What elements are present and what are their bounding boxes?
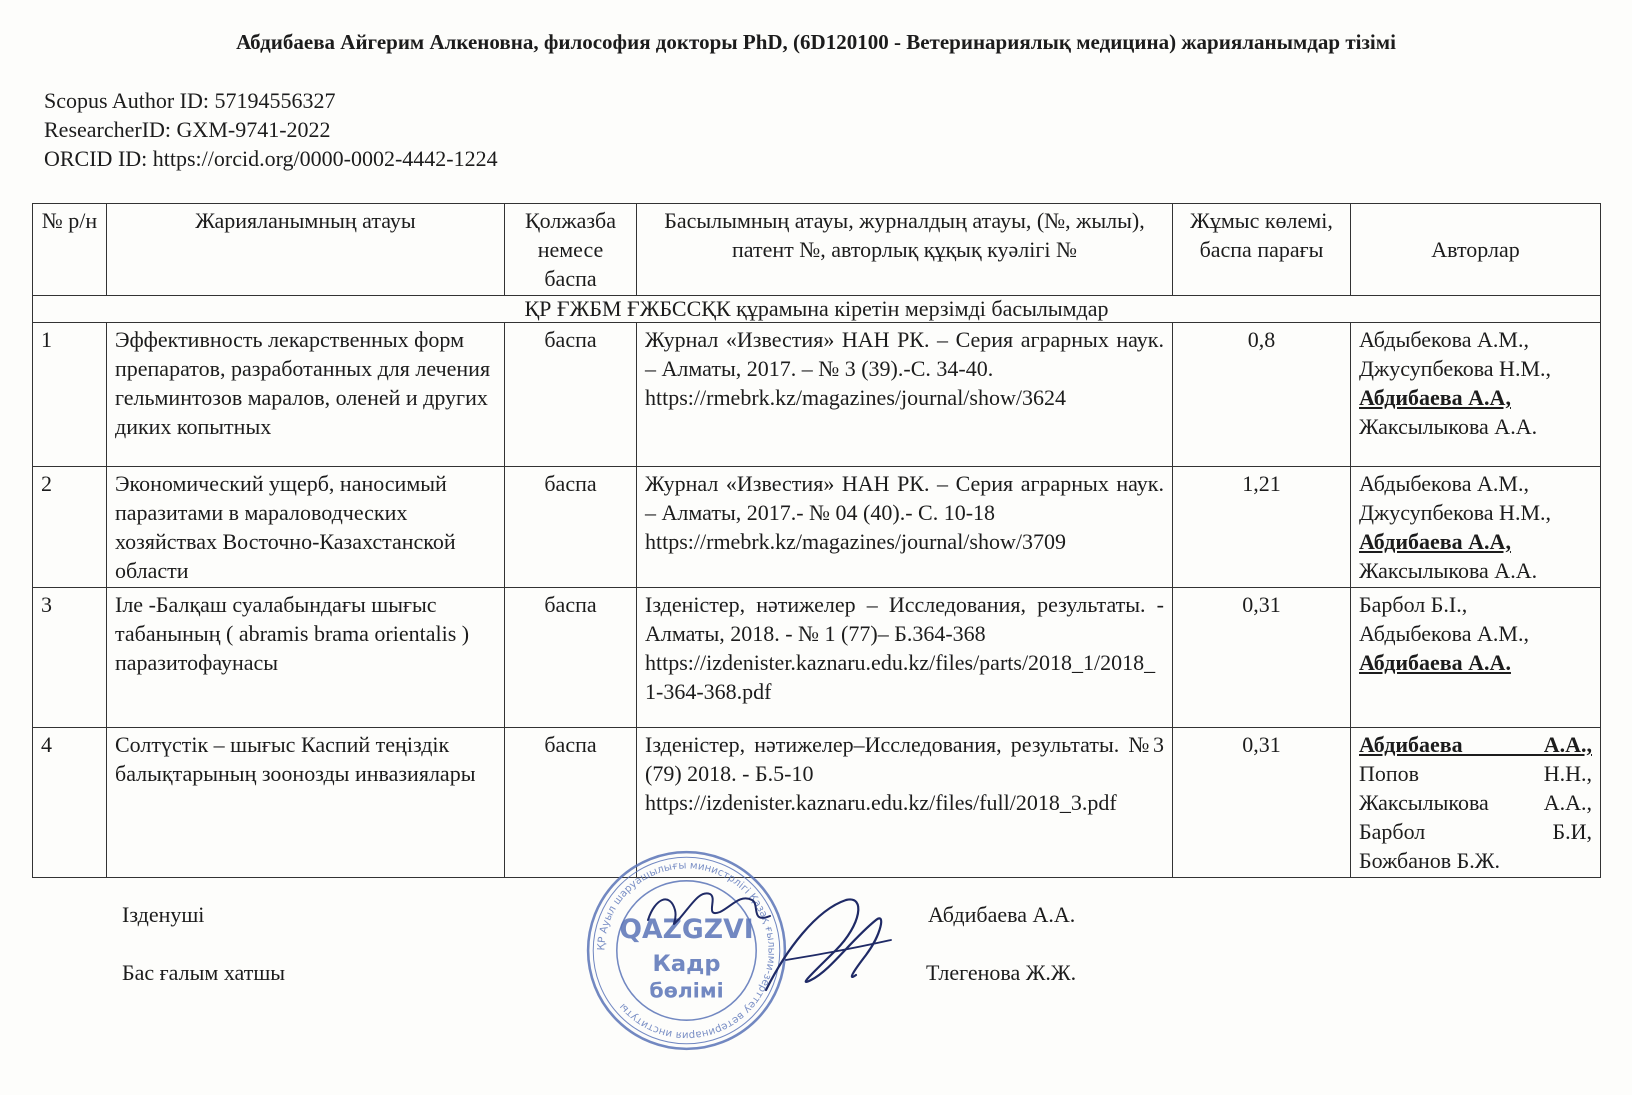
page-title: Абдибаева Айгерим Алкеновна, философия докторы PhD, (6D120100 - Ветеринариялық медицина) жарияланымдар тізімі [236, 30, 1396, 54]
row-title: Солтүстік – шығыс Каспий теңіздік балықтарының зоонозды инвазиялары [107, 728, 505, 878]
author-self: Абдибаева А.А, [1359, 385, 1511, 410]
table-row [33, 588, 1601, 728]
header-authors: Авторлар [1351, 204, 1601, 296]
table-row [33, 323, 1601, 467]
row-source [637, 467, 1173, 588]
row-num: 3 [33, 588, 107, 728]
row-title: Эффективность лекарственных форм препаратов, разработанных для лечения гельминтозов маралов, оленей и других диких копытных [107, 323, 505, 467]
orcid-id: ORCID ID: https://orcid.org/0000-0002-4442-1224 [44, 146, 498, 171]
row-source-text: Журнал «Известия» НАН РК. – Серия аграрных наук. – Алматы, 2017. – № 3 (39).-С. 34-40. [645, 327, 1164, 381]
header-num: № р/н [33, 204, 107, 296]
row-num: 2 [33, 467, 107, 588]
author: Джусупбекова Н.М., [1359, 356, 1552, 381]
row-authors [1351, 323, 1601, 467]
table-header-row [33, 204, 1601, 296]
author: Абдыбекова А.М., [1359, 327, 1529, 352]
author-identifiers [44, 86, 498, 173]
scopus-id: Scopus Author ID: 57194556327 [44, 88, 336, 113]
row-title: Экономический ущерб, наносимый паразитами в мараловодческих хозяйствах Восточно-Казахстанской области [107, 467, 505, 588]
section-row [33, 296, 1601, 323]
row-type: баспа [505, 467, 637, 588]
row-num: 1 [33, 323, 107, 467]
publications-table [32, 203, 1601, 878]
author: Жаксылыкова А.А. [1359, 414, 1538, 439]
table-row [33, 467, 1601, 588]
secretary-name: Тлегенова Ж.Ж. [926, 960, 1077, 985]
header-source: Басылымның атауы, журналдың атауы, (№, жылы), патент №, авторлық құқық куәлігі № [637, 204, 1173, 296]
author-self: Абдибаева А.А, [1359, 529, 1511, 554]
row-source-url: https://rmebrk.kz/magazines/journal/show/3624 [645, 385, 1066, 410]
stamp-center-line2: Кадр [652, 951, 721, 977]
row-authors [1351, 588, 1601, 728]
row-authors [1351, 467, 1601, 588]
stamp-overlay-signature [640, 880, 780, 940]
researcher-id: ResearcherID: GXM-9741-2022 [44, 117, 331, 142]
row-volume: 1,21 [1173, 467, 1351, 588]
section-title: ҚР ҒЖБМ ҒЖБССҚК құрамына кіретін мерзімді басылымдар [33, 296, 1601, 323]
row-source-url: https://rmebrk.kz/magazines/journal/show/3709 [645, 529, 1066, 554]
stamp-ring-text: ҚР Ауыл шаруашылығы министрлігі Қазақ ғылыми-зерттеу ветеринария институты [595, 859, 778, 1042]
stamp-center-line3: бөлімі [649, 978, 724, 1003]
row-source [637, 323, 1173, 467]
row-volume: 0,8 [1173, 323, 1351, 467]
author-self: Абдибаева А.А., [1359, 732, 1592, 757]
author: Попов Н.Н., [1359, 761, 1592, 786]
header-type: Қолжазба немесе баспа [505, 204, 637, 296]
row-source-text: Ізденістер, нәтижелер–Исследования, результаты. №3 (79) 2018. - Б.5-10 [645, 732, 1164, 786]
author: Абдыбекова А.М., [1359, 621, 1529, 646]
author: Жаксылыкова А.А. [1359, 558, 1538, 583]
author-self: Абдибаева А.А. [1359, 650, 1511, 675]
author: Жаксылыкова А.А., [1359, 790, 1592, 815]
applicant-name: Абдибаева А.А. [928, 902, 1076, 927]
applicant-label: Ізденуші [122, 902, 205, 927]
header-volume: Жұмыс көлемі, баспа парағы [1173, 204, 1351, 296]
row-num: 4 [33, 728, 107, 878]
author: Джусупбекова Н.М., [1359, 500, 1552, 525]
author: Абдыбекова А.М., [1359, 471, 1529, 496]
row-type: баспа [505, 588, 637, 728]
header-title: Жарияланымның атауы [107, 204, 505, 296]
row-source-url: https://izdenister.kaznaru.edu.kz/files/full/2018_3.pdf [645, 790, 1117, 815]
row-source [637, 588, 1173, 728]
table-row [33, 728, 1601, 878]
row-volume: 0,31 [1173, 728, 1351, 878]
row-type: баспа [505, 728, 637, 878]
author: Барбол Б.І., [1359, 592, 1468, 617]
stamp-center-title: QAZGZVI [619, 914, 754, 946]
row-title: Іле -Балқаш суалабындағы шығыс табанының ( abramis brama orientalis ) паразитофаунасы [107, 588, 505, 728]
author: Барбол Б.И, [1359, 819, 1592, 844]
row-volume: 0,31 [1173, 588, 1351, 728]
secretary-label: Бас ғалым хатшы [122, 960, 286, 985]
row-source-text: Журнал «Известия» НАН РК. – Серия аграрных наук. – Алматы, 2017.- № 04 (40).- С. 10-18 [645, 471, 1164, 525]
author: Божбанов Б.Ж. [1359, 848, 1500, 873]
row-source-text: Ізденістер, нәтижелер – Исследования, результаты. - Алматы, 2018. - № 1 (77)– Б.364-368 [645, 592, 1164, 646]
row-source-url: https://izdenister.kaznaru.edu.kz/files/parts/2018_1/2018_1-364-368.pdf [645, 650, 1156, 704]
row-type: баспа [505, 323, 637, 467]
row-authors [1351, 728, 1601, 878]
